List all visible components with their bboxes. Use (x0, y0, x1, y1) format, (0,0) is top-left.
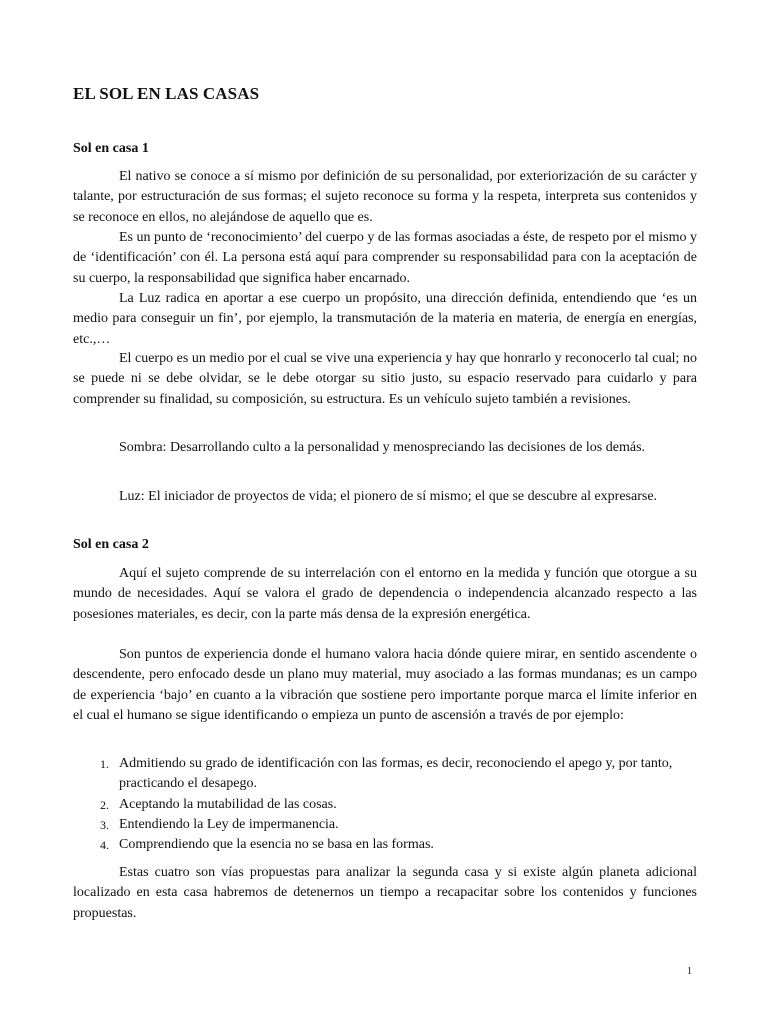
paragraph: Aquí el sujeto comprende de su interrelación con el entorno en la medida y función que otorgue a su mundo de necesidades. Aquí se valora el grado de dependencia o independencia alcanzado respecto a las posesiones materiales, es decir, con la parte más densa de la expresión energética. (73, 566, 697, 622)
list-item (73, 754, 697, 795)
list-item-text: Admitiendo su grado de identificación con las formas, es decir, reconociendo el apego y, por tanto, practicando el desapego. (119, 756, 673, 792)
paragraph: El nativo se conoce a sí mismo por definición de su personalidad, por exteriorización de su carácter y talante, por estructuración de sus formas; el sujeto reconoce su forma y la respeta, interpreta sus contenidos y se reconoce en ellos, no alejándose de aquello que es. (73, 169, 697, 225)
list-item-text: Entendiendo la Ley de impermanencia. (119, 816, 339, 832)
page-number: 1 (687, 966, 692, 977)
paragraph: El cuerpo es un medio por el cual se vive una experiencia y hay que honrarlo y reconocerlo tal cual; no se puede ni se debe olvidar, se le debe otorgar su sitio justo, su espacio reservado para cuidarlo y para comprender su finalidad, su composición, su estructura. Es un vehículo sujeto también a revisiones. (73, 351, 697, 407)
section-heading-casa-2: Sol en casa 2 (73, 537, 149, 552)
paragraph: Es un punto de ‘reconocimiento’ del cuerpo y de las formas asociadas a éste, de respeto por el mismo y de ‘identificación’ con él. La persona está aquí para comprender su responsabilidad para con la aceptación de su cuerpo, la responsabilidad que significa haber encarnado. (73, 230, 697, 286)
luz-paragraph: Luz: El iniciador de proyectos de vida; el pionero de sí mismo; el que se descubre al expresarse. (119, 489, 658, 504)
list-item-number: 2. (100, 797, 109, 812)
list-item-number: 4. (100, 838, 109, 853)
numbered-list (73, 754, 697, 855)
document-title: EL SOL EN LAS CASAS (73, 84, 260, 103)
list-item-text: Comprendiendo que la esencia no se basa en las formas. (119, 837, 434, 853)
sombra-paragraph: Sombra: Desarrollando culto a la personalidad y menospreciando las decisiones de los demás. (119, 440, 646, 455)
list-item (73, 835, 697, 855)
document-page (73, 0, 697, 1024)
paragraph: Estas cuatro son vías propuestas para analizar la segunda casa y si existe algún planeta adicional localizado en esta casa habremos de detenernos un tiempo a recapacitar sobre los contenidos y funciones propuestas. (73, 865, 697, 921)
list-item-number: 3. (100, 817, 109, 832)
list-item-text: Aceptando la mutabilidad de las cosas. (119, 796, 337, 812)
list-item (73, 795, 697, 815)
paragraph: Son puntos de experiencia donde el humano valora hacia dónde quiere mirar, en sentido ascendente o descendente, pero enfocado desde un plano muy material, muy asociado a las formas mundanas; es un campo de experiencia ‘bajo’ en cuanto a la vibración que sostiene pero importante porque marca el límite inferior en el cual el humano se sigue identificando o empieza un punto de ascensión a través de por ejemplo: (73, 647, 697, 723)
section-heading-casa-1: Sol en casa 1 (73, 141, 149, 156)
paragraph: La Luz radica en aportar a ese cuerpo un propósito, una dirección definida, entendiendo que ‘es un medio para conseguir un fin’, por ejemplo, la transmutación de la materia en materia, de energía en energías, etc.,… (73, 291, 697, 347)
list-item (73, 815, 697, 835)
list-item-number: 1. (100, 757, 109, 771)
